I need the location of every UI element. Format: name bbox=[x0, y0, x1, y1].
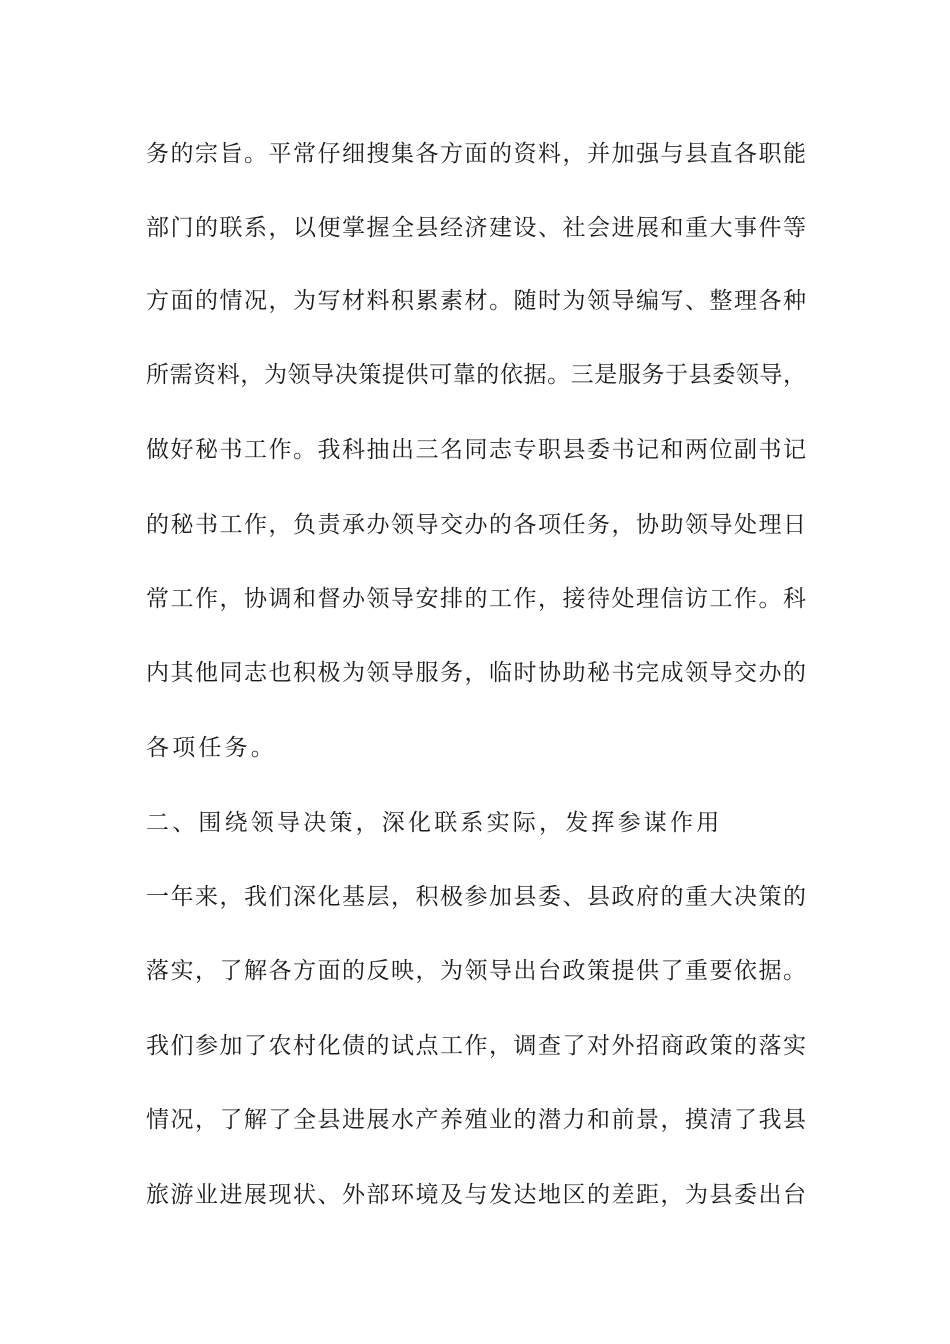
text-line: 务的宗旨。平常仔细搜集各方面的资料，并加强与县直各职能 bbox=[146, 141, 806, 167]
text-line: 的秘书工作，负责承办领导交办的各项任务，协助领导处理日 bbox=[146, 512, 806, 538]
text-line: 内其他同志也积极为领导服务，临时协助秘书完成领导交办的 bbox=[146, 660, 806, 686]
text-line: 所需资料，为领导决策提供可靠的依据。三是服务于县委领导， bbox=[146, 362, 806, 388]
text-line: 落实，了解各方面的反映，为领导出台政策提供了重要依据。 bbox=[146, 958, 806, 984]
text-line: 部门的联系，以便掌握全县经济建设、社会进展和重大事件等 bbox=[146, 215, 806, 241]
text-line: 我们参加了农村化债的试点工作，调查了对外招商政策的落实 bbox=[146, 1033, 806, 1059]
text-line: 常工作，协调和督办领导安排的工作，接待处理信访工作。科 bbox=[146, 586, 806, 612]
text-line: 方面的情况，为写材料积累素材。随时为领导编写、整理各种 bbox=[146, 288, 806, 314]
section-heading: 二、围绕领导决策，深化联系实际，发挥参谋作用 bbox=[146, 810, 723, 836]
text-line: 旅游业进展现状、外部环境及与发达地区的差距，为县委出台 bbox=[146, 1182, 806, 1208]
text-line: 做好秘书工作。我科抽出三名同志专职县委书记和两位副书记 bbox=[146, 437, 806, 463]
text-line: 情况，了解了全县进展水产养殖业的潜力和前景，摸清了我县 bbox=[146, 1107, 806, 1133]
text-line: 各项任务。 bbox=[146, 735, 277, 761]
text-line: 一年来，我们深化基层，积极参加县委、县政府的重大决策的 bbox=[146, 884, 806, 910]
